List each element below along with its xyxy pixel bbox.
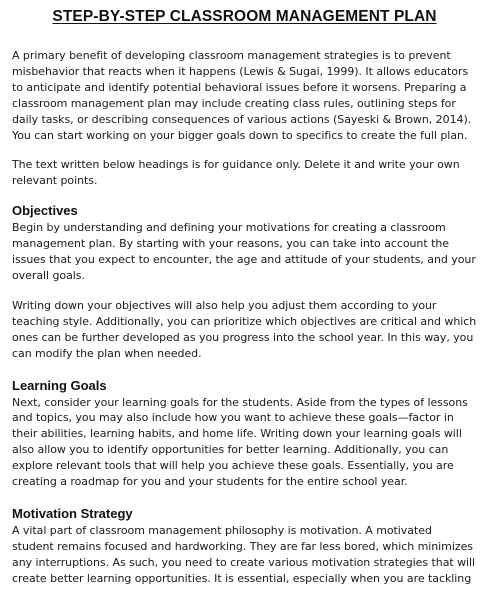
learning-goals-paragraph: Next, consider your learning goals for the students. Aside from the types of lessons and topics, you may also include how you want to achieve these goals—factor in their abilities, learning habits, and home life. Writing down your learning goals will also allow you to identify opportunities for better learning. Additionally, you can explore relevant tools that will help you achieve these goals. Essentially, you are creating a roadmap for you and your students for the entire school year. <box>12 395 468 489</box>
section-heading-motivation-strategy: Motivation Strategy <box>12 505 133 521</box>
objectives-paragraph: Writing down your objectives will also help you adjust them according to your teaching style. Additionally, you can prioritize which objectives are critical and which ones can be further developed as you progress into the school year. In this way, you can modify the plan when needed. <box>12 298 477 360</box>
motivation-strategy-section <box>12 506 477 587</box>
intro-paragraph: A primary benefit of developing classroom management strategies is to prevent misbehavior that reacts when it happens (Lewis & Sugai, 1999). It allows educators to anticipate and identify potential behavioral issues before it worsens. Preparing a classroom management plan may include creating class rules, outlining steps for daily tasks, or describing consequences of various actions (Sayeski & Brown, 2014). You can start working on your bigger goals down to specifics to create the full plan. <box>12 49 472 142</box>
section-heading-objectives: Objectives <box>12 203 78 219</box>
intro-section <box>12 48 477 189</box>
learning-goals-section <box>12 378 477 490</box>
objectives-section <box>12 203 477 361</box>
document-title: STEP-BY-STEP CLASSROOM MANAGEMENT PLAN <box>52 8 437 25</box>
objectives-paragraph: Begin by understanding and defining your motivations for creating a classroom management plan. By starting with your reasons, you can take into account the issues that you expect to encounter, the age and attitude of your students, and your overall goals. <box>12 221 476 282</box>
guidance-note: The text written below headings is for guidance only. Delete it and write your own relevant points. <box>12 158 460 188</box>
motivation-strategy-paragraph: A vital part of classroom management philosophy is motivation. A motivated student remains focused and hardworking. They are far less bored, which minimizes any interruptions. As such, you need to create various motivation strategies that will create better learning opportunities. It is essential, especially when you are tackling <box>12 523 476 585</box>
section-heading-learning-goals: Learning Goals <box>12 377 107 393</box>
